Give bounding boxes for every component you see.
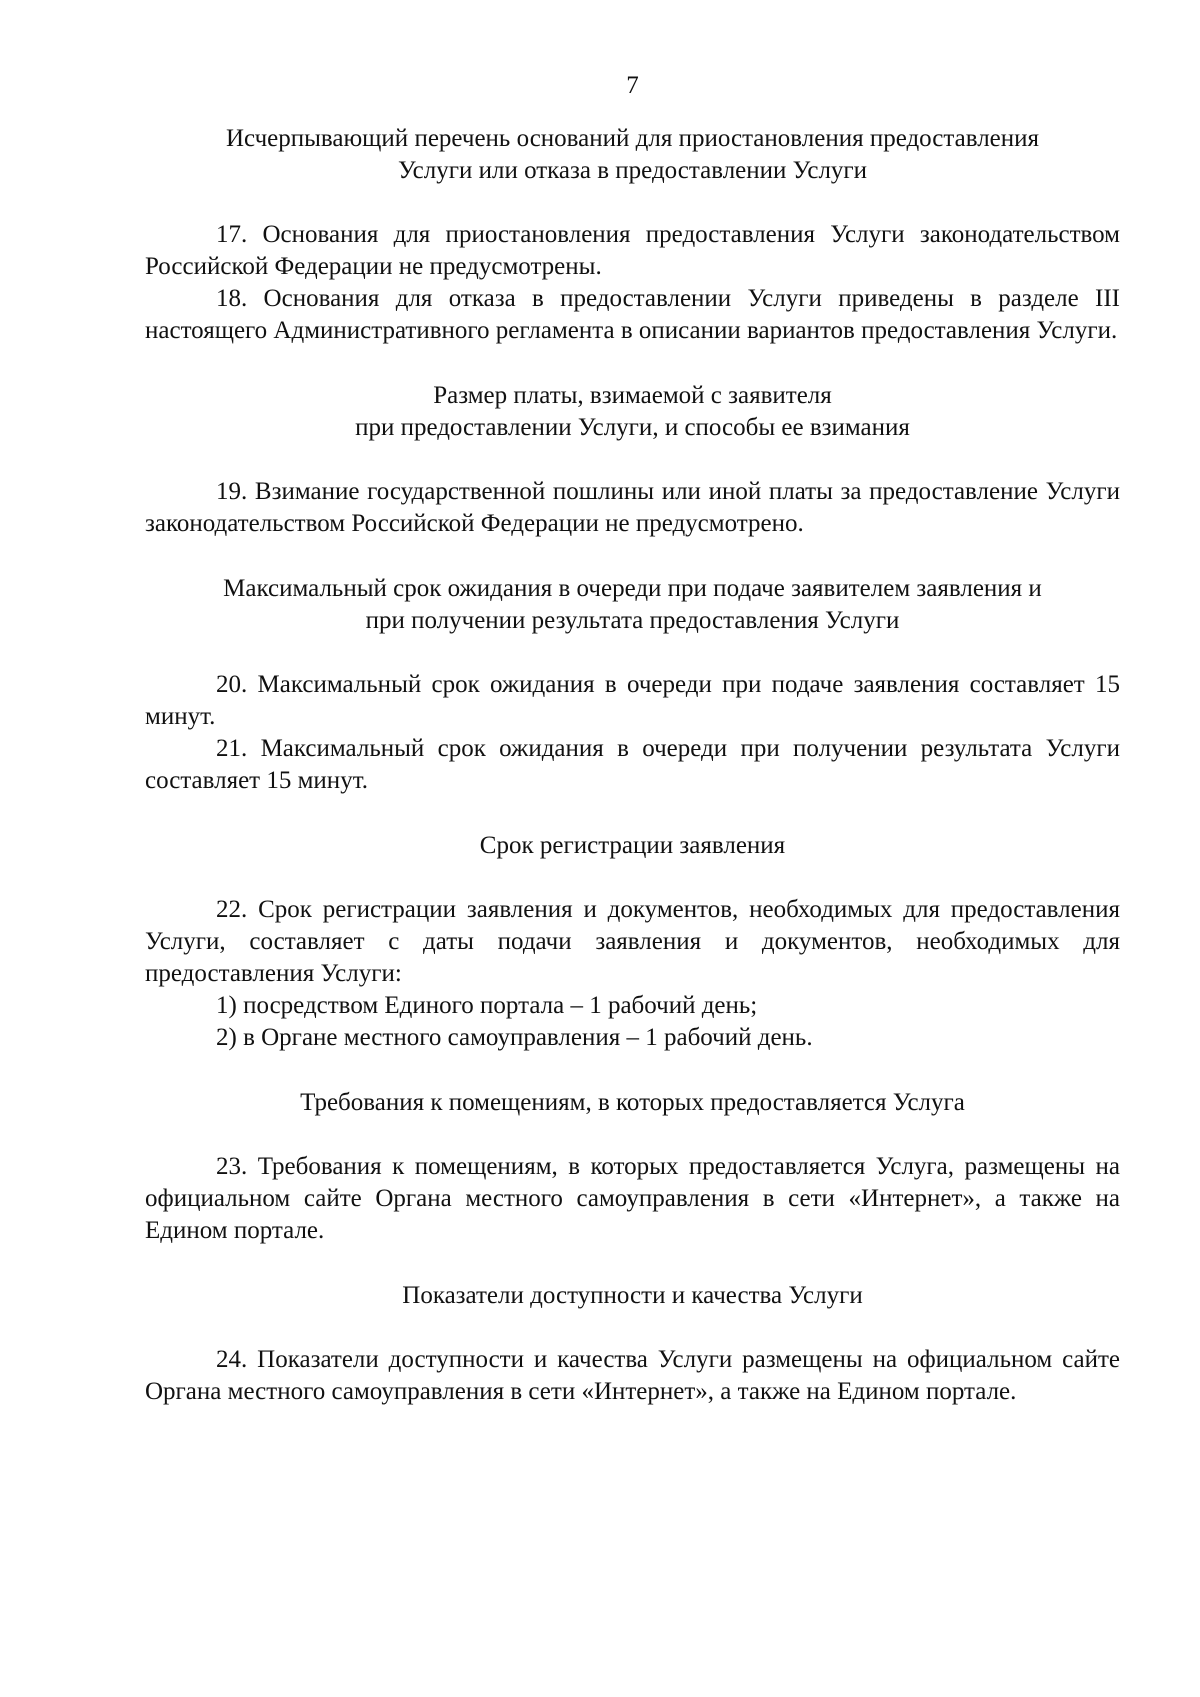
paragraph-18: 18. Основания для отказа в предоставлении Услуги приведены в разделе III настоящего Административного регламента в описании вариантов предоставления Услуги. [145, 285, 1120, 344]
section-heading-queue-time [145, 573, 1120, 637]
heading-line: Исчерпывающий перечень оснований для приостановления предоставления [225, 125, 1040, 152]
page-number: 7 [626, 72, 639, 99]
section-heading-quality [145, 1280, 1120, 1312]
heading-line: Требования к помещениям, в которых предоставляется Услуга [300, 1089, 965, 1116]
heading-line: Срок регистрации заявления [479, 832, 786, 859]
heading-line: Максимальный срок ожидания в очереди при подаче заявителем заявления и [223, 575, 1042, 602]
paragraph-24: 24. Показатели доступности и качества Услуги размещены на официальном сайте Органа местного самоуправления в сети «Интернет», а также на Едином портале. [145, 1346, 1120, 1405]
paragraph-22: 22. Срок регистрации заявления и документов, необходимых для предоставления Услуги, составляет с даты подачи заявления и документов, необходимых для предоставления Услуги: [145, 896, 1120, 987]
section-heading-fee [145, 380, 1120, 444]
heading-line: Услуги или отказа в предоставлении Услуги [397, 157, 868, 184]
document-page [145, 70, 1120, 1408]
section-heading-registration [145, 830, 1120, 862]
section-heading-premises [145, 1087, 1120, 1119]
paragraph-21: 21. Максимальный срок ожидания в очереди при получении результата Услуги составляет 15 минут. [145, 735, 1120, 794]
paragraph-23: 23. Требования к помещениям, в которых предоставляется Услуга, размещены на официальном сайте Органа местного самоуправления в сети «Интернет», а также на Едином портале. [145, 1153, 1120, 1244]
list-item: 2) в Органе местного самоуправления – 1 рабочий день. [216, 1024, 813, 1051]
section-heading-suspension-refusal [145, 123, 1120, 187]
paragraph-17: 17. Основания для приостановления предоставления Услуги законодательством Российской Федерации не предусмотрены. [145, 221, 1120, 280]
paragraph-19: 19. Взимание государственной пошлины или иной платы за предоставление Услуги законодательством Российской Федерации не предусмотрено. [145, 478, 1120, 537]
heading-line: при предоставлении Услуги, и способы ее взимания [355, 414, 910, 441]
heading-line: Размер платы, взимаемой с заявителя [433, 382, 832, 409]
heading-line: при получении результата предоставления Услуги [365, 607, 900, 634]
list-item: 1) посредством Единого портала – 1 рабочий день; [216, 992, 758, 1019]
heading-line: Показатели доступности и качества Услуги [402, 1282, 863, 1309]
paragraph-20: 20. Максимальный срок ожидания в очереди при подаче заявления составляет 15 минут. [145, 671, 1120, 730]
